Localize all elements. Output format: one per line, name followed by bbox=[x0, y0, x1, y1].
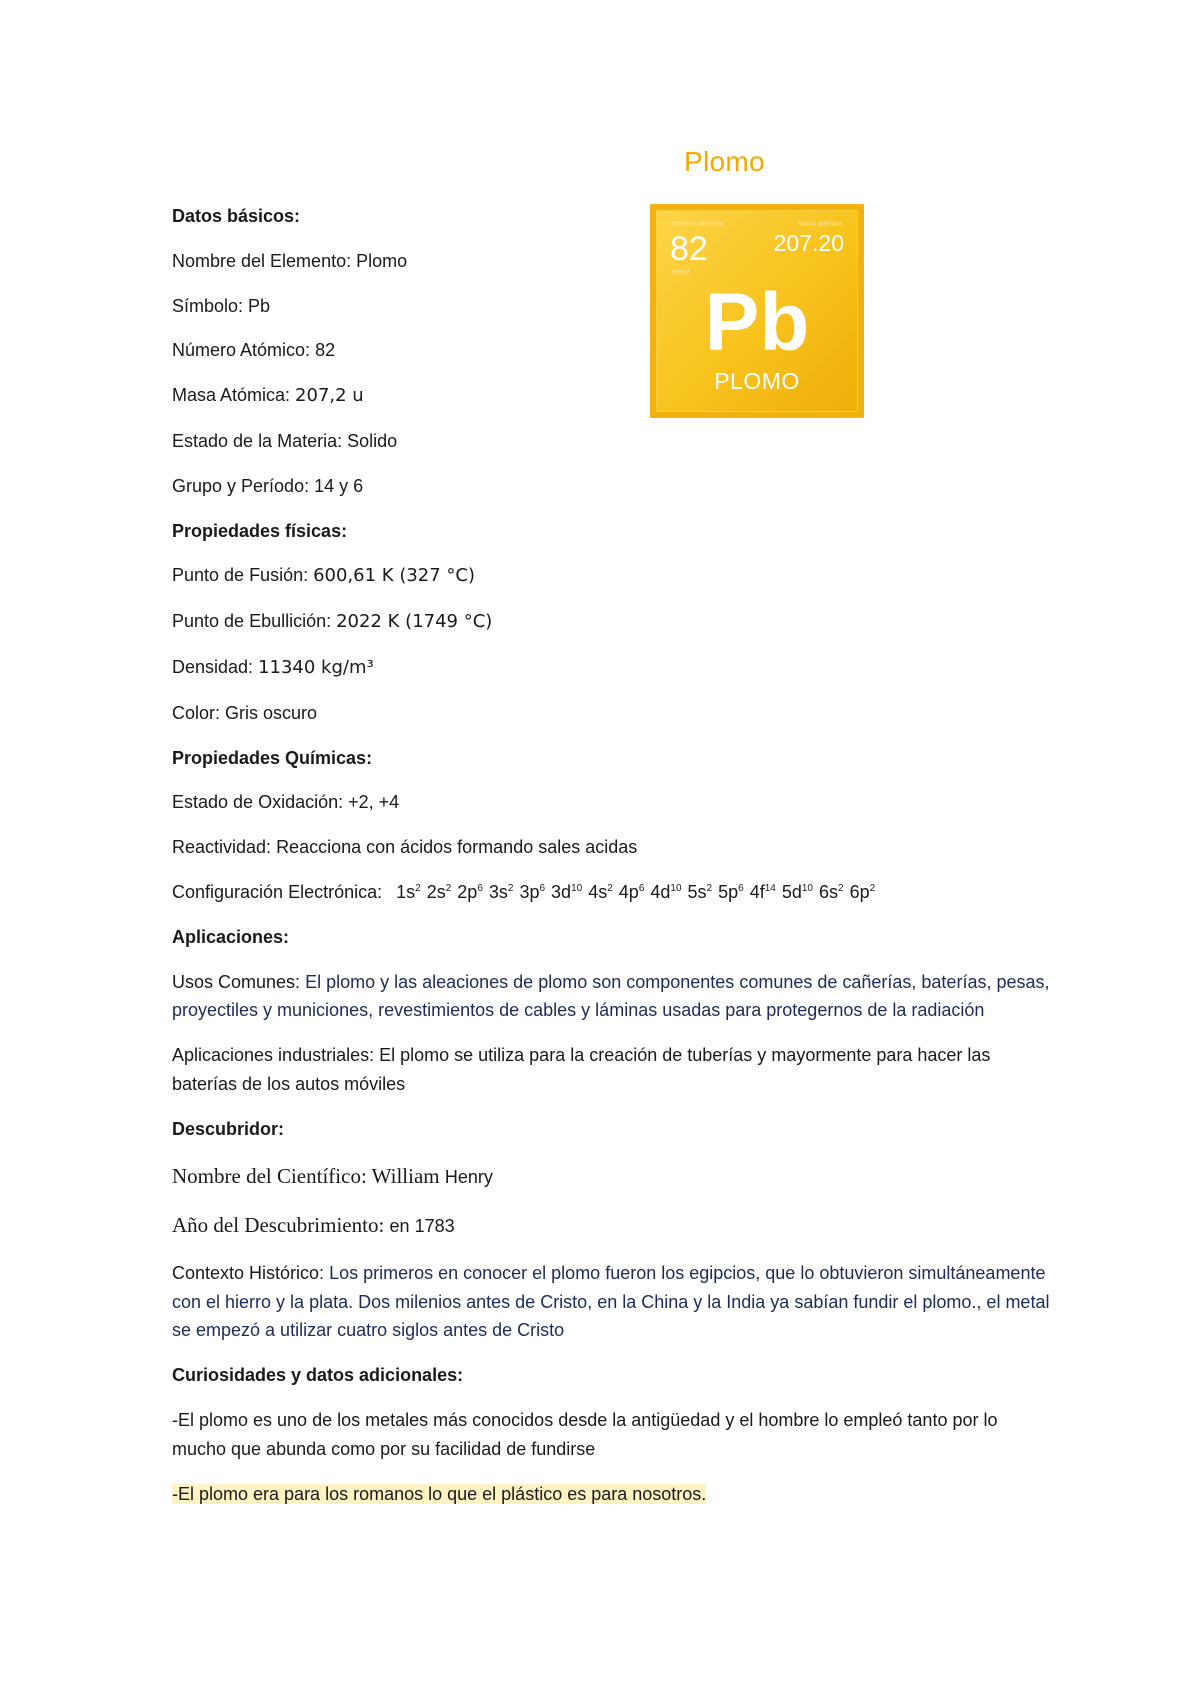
document-title: Plomo bbox=[684, 146, 765, 177]
basic-state-line bbox=[172, 427, 1052, 456]
orbital-term: $3d^{10}$ bbox=[551, 881, 583, 902]
physical-color-line bbox=[172, 699, 1052, 728]
orbital-term: $1s^2$ bbox=[396, 881, 421, 902]
value: +2, +4 bbox=[348, 792, 400, 813]
orbital-term: $5s^2$ bbox=[687, 881, 713, 902]
orbital-exponent: 10 bbox=[670, 882, 682, 894]
label: Nombre del Elemento: bbox=[172, 250, 357, 271]
orbital-term: $2s^2$ bbox=[426, 881, 452, 902]
label: Estado de Oxidación: bbox=[172, 792, 349, 813]
orbital-exponent: 2 bbox=[415, 882, 421, 894]
orbital-term: $5d^{10}$ bbox=[781, 881, 813, 902]
value: Los primeros en conocer el plomo fueron los egipcios, que lo obtuvieron simultáneamente con el hierro y la plata. Dos milenios antes de Cristo, en la China y la India ya sabían fundir el plomo., el metal se empezó a utilizar cuatro siglos antes de Cristo bbox=[172, 1262, 1050, 1341]
value: 600,61 K (327 °C) bbox=[313, 565, 476, 587]
orbital-exponent: 2 bbox=[869, 882, 876, 894]
value: 207,2 u bbox=[295, 385, 364, 407]
section-heading-basic: Datos básicos: bbox=[172, 206, 301, 226]
label: Estado de la Materia: bbox=[172, 430, 348, 451]
applications-uses-line bbox=[172, 968, 1052, 1026]
orbital-term: $6p^2$ bbox=[849, 881, 876, 902]
basic-group-line bbox=[172, 472, 1052, 501]
basic-symbol-line bbox=[172, 292, 1052, 321]
orbital-term: $5p^6$ bbox=[718, 881, 744, 902]
orbital-term: $4p^6$ bbox=[618, 881, 645, 902]
tile-atomic-mass-label: Masa atómica bbox=[798, 221, 842, 228]
basic-mass-line bbox=[172, 381, 1052, 411]
label: Punto de Ebullición: bbox=[172, 611, 337, 632]
chemical-configuration-line bbox=[172, 878, 1052, 907]
value: Plomo bbox=[356, 250, 408, 271]
document-body bbox=[172, 202, 1052, 1524]
applications-industrial-line bbox=[172, 1041, 1052, 1099]
physical-boiling-line bbox=[172, 607, 1052, 637]
section-heading-chemical: Propiedades Químicas: bbox=[172, 747, 373, 768]
orbital-term: $4d^{10}$ bbox=[650, 881, 682, 902]
discoverer-year-line bbox=[172, 1209, 1052, 1243]
orbital-term: $6s^2$ bbox=[819, 881, 844, 902]
orbital-exponent: 2 bbox=[445, 882, 452, 894]
label: Contexto Histórico: bbox=[172, 1262, 330, 1283]
orbital-term: $2p^6$ bbox=[457, 881, 483, 902]
section-heading-physical: Propiedades físicas: bbox=[172, 520, 348, 541]
orbital-exponent: 6 bbox=[477, 882, 483, 894]
orbital-exponent: 10 bbox=[801, 882, 813, 894]
orbital-exponent: 10 bbox=[571, 882, 583, 894]
value: 14 y 6 bbox=[314, 475, 364, 496]
value: en 1783 bbox=[389, 1216, 455, 1237]
curiosity-item bbox=[172, 1480, 1052, 1509]
orbital-exponent: 2 bbox=[706, 882, 713, 894]
label: Reactividad: bbox=[172, 837, 277, 858]
highlighted-text: -El plomo era para los romanos lo que el plástico es para nosotros. bbox=[172, 1483, 707, 1504]
orbital-term: $4s^2$ bbox=[588, 881, 613, 902]
value: Gris oscuro bbox=[225, 702, 318, 723]
basic-name-line bbox=[172, 247, 1052, 276]
label: Número Atómico: bbox=[172, 340, 316, 361]
orbital-exponent: 6 bbox=[638, 882, 645, 894]
label: Nombre del Científico: William bbox=[172, 1163, 445, 1188]
tile-atomic-number-label: Número atómico bbox=[672, 221, 724, 228]
orbital-exponent: 2 bbox=[838, 882, 844, 894]
label: Aplicaciones industriales: bbox=[172, 1045, 380, 1066]
label: Año del Descubrimiento: bbox=[172, 1213, 390, 1238]
curiosity-item: -El plomo es uno de los metales más conocidos desde la antigüedad y el hombre lo empleó tanto por lo mucho que abunda como por su facilidad de fundirse bbox=[172, 1409, 998, 1459]
tile-atomic-number: 82 bbox=[670, 230, 708, 268]
chemical-oxidation-line bbox=[172, 788, 1052, 817]
tile-element-name: PLOMO bbox=[714, 368, 800, 394]
orbital-term: $3s^2$ bbox=[488, 881, 514, 902]
value: El plomo y las aleaciones de plomo son componentes comunes de cañerías, baterías, pesas, proyectiles y municiones, revestimientos de cables y láminas usadas para protegernos de la radiación bbox=[172, 971, 1050, 1021]
chemical-reactivity-line bbox=[172, 833, 1052, 862]
label: Símbolo: bbox=[172, 295, 249, 316]
value: Reacciona con ácidos formando sales acidas bbox=[276, 837, 638, 858]
label: Configuración Electrónica: bbox=[172, 881, 383, 902]
physical-density-line bbox=[172, 653, 1052, 683]
value: 82 bbox=[315, 340, 336, 361]
label: Color: bbox=[172, 702, 226, 723]
orbital-exponent: 6 bbox=[539, 882, 546, 894]
discoverer-context-line bbox=[172, 1259, 1052, 1345]
value: Pb bbox=[248, 295, 271, 316]
orbital-exponent: 6 bbox=[738, 882, 744, 894]
basic-number-line bbox=[172, 336, 1052, 365]
discoverer-scientist-line bbox=[172, 1160, 1052, 1194]
label: Punto de Fusión: bbox=[172, 565, 314, 586]
orbital-term: $4f^{14}$ bbox=[749, 881, 776, 902]
orbital-exponent: 2 bbox=[507, 882, 514, 894]
tile-atomic-mass: 207.20 bbox=[773, 230, 844, 256]
label: Usos Comunes: bbox=[172, 971, 306, 992]
label: Masa Atómica: bbox=[172, 385, 296, 406]
value: Solido bbox=[347, 430, 398, 451]
orbital-exponent: 2 bbox=[607, 882, 613, 894]
tile-category-label: Metal bbox=[672, 269, 690, 276]
section-heading-curiosities: Curiosidades y datos adicionales: bbox=[172, 1365, 464, 1386]
value: El plomo se utiliza para la creación de tuberías y mayormente para hacer las baterías de los autos móviles bbox=[172, 1045, 991, 1094]
physical-melting-line bbox=[172, 561, 1052, 591]
value: Henry bbox=[444, 1166, 493, 1187]
label: Densidad: bbox=[172, 656, 259, 677]
section-heading-discoverer: Descubridor: bbox=[172, 1118, 285, 1139]
section-heading-applications: Aplicaciones: bbox=[172, 926, 290, 947]
orbital-term: $3p^6$ bbox=[519, 881, 546, 902]
tile-symbol: Pb bbox=[704, 277, 810, 368]
electron-configuration bbox=[396, 882, 881, 902]
orbital-exponent: 14 bbox=[764, 882, 776, 894]
value: 11340 kg/m³ bbox=[258, 656, 374, 678]
value: 2022 K (1749 °C) bbox=[336, 611, 493, 633]
label: Grupo y Período: bbox=[172, 475, 315, 496]
